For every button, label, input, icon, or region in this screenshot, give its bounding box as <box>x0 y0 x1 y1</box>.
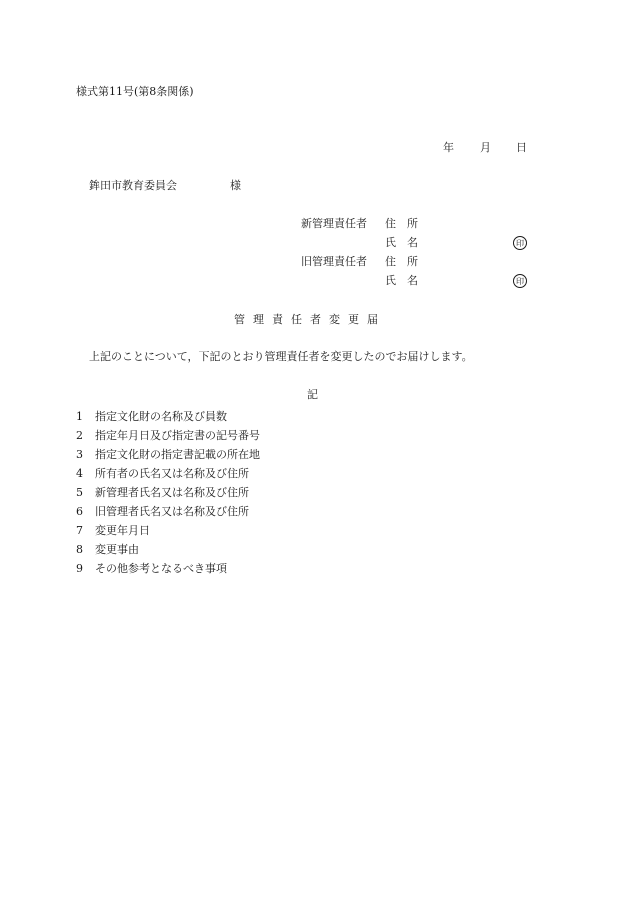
list-item <box>76 483 260 502</box>
item-text: 新管理者氏名又は名称及び住所 <box>95 486 249 499</box>
list-item <box>76 540 260 559</box>
list-item <box>76 464 260 483</box>
list-item <box>76 426 260 445</box>
ki-heading: 記 <box>307 388 318 401</box>
body-text: 上記のことについて，下記のとおり管理責任者を変更したのでお届けします。 <box>89 350 473 363</box>
addressee-name: 鉾田市教育委員会 <box>89 179 177 192</box>
new-manager-label: 新管理責任者 <box>301 217 367 230</box>
old-manager-seal-icon: 印 <box>513 274 527 288</box>
old-manager-label: 旧管理責任者 <box>301 255 367 268</box>
list-item <box>76 502 260 521</box>
item-number: 6 <box>76 505 83 518</box>
old-manager-address-label: 住 所 <box>385 255 418 268</box>
item-text: 変更事由 <box>95 543 139 556</box>
document-title: 管理責任者変更届 <box>234 313 386 326</box>
date-day-label: 日 <box>516 141 527 154</box>
old-manager-name-label: 氏 名 <box>385 274 418 287</box>
list-item <box>76 521 260 540</box>
list-item <box>76 445 260 464</box>
list-item <box>76 407 260 426</box>
date-month-label: 月 <box>480 141 491 154</box>
addressee-honorific: 様 <box>230 179 241 192</box>
item-number: 2 <box>76 429 83 442</box>
item-text: 指定文化財の指定書記載の所在地 <box>95 448 260 461</box>
item-number: 4 <box>76 467 83 480</box>
item-list <box>76 407 260 578</box>
item-number: 8 <box>76 543 83 556</box>
item-number: 1 <box>76 410 83 423</box>
item-text: 旧管理者氏名又は名称及び住所 <box>95 505 249 518</box>
item-number: 9 <box>76 562 83 575</box>
item-number: 7 <box>76 524 83 537</box>
item-number: 3 <box>76 448 83 461</box>
item-text: 変更年月日 <box>95 524 150 537</box>
item-text: 所有者の氏名又は名称及び住所 <box>95 467 249 480</box>
item-text: その他参考となるべき事項 <box>95 562 227 575</box>
item-text: 指定文化財の名称及び員数 <box>95 410 227 423</box>
list-item <box>76 559 260 578</box>
new-manager-name-label: 氏 名 <box>385 236 418 249</box>
new-manager-seal-icon: 印 <box>513 236 527 250</box>
form-number: 様式第11号(第8条関係) <box>76 85 194 98</box>
item-number: 5 <box>76 486 83 499</box>
new-manager-address-label: 住 所 <box>385 217 418 230</box>
date-year-label: 年 <box>443 141 454 154</box>
item-text: 指定年月日及び指定書の記号番号 <box>95 429 260 442</box>
